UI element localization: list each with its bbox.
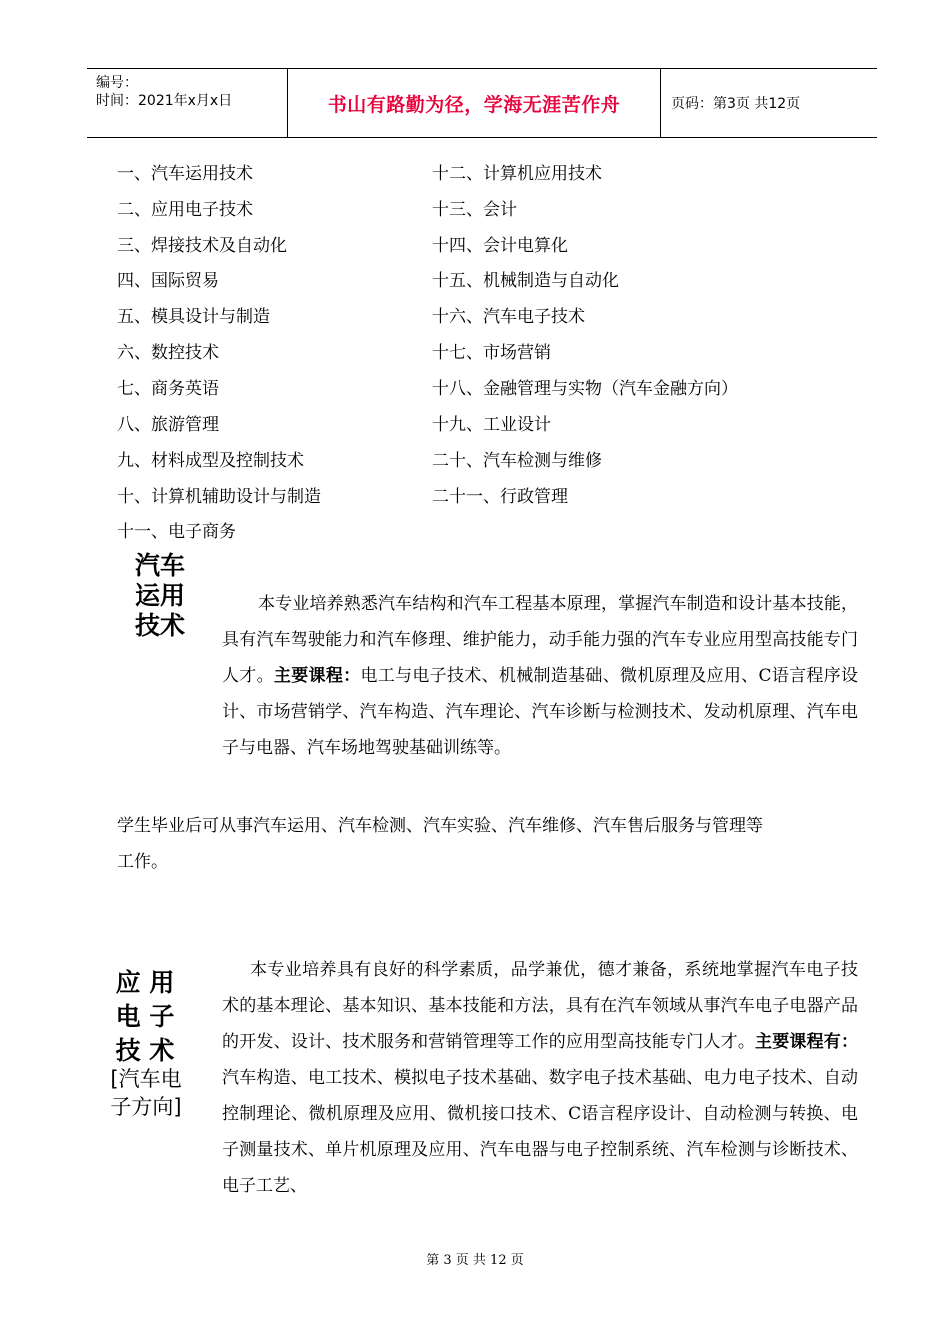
toc-item: 十四、会计电算化 [432,236,568,256]
section-subtitle-line: 子方向] [110,1095,182,1119]
toc-item: 一、汽车运用技术 [117,164,253,184]
intro-text: 本专业培养具有良好的科学素质，品学兼优，德才兼备，系统地掌握汽车电子技术的基本理论、基本知识、基本技能和方法，具有在汽车领域从事汽车电子电器产品的开发、设计、技术服务和营销管理等工作的应用型高技能专门人才。 [222,960,858,1052]
courses-label: 主要课程： [273,666,361,686]
toc-item: 十、计算机辅助设计与制造 [117,487,321,507]
toc-item: 八、旅游管理 [117,415,219,435]
section-title-line: 电 子 [115,1002,175,1031]
section-title-line: 运用 [134,581,185,610]
section-title-line: 技 术 [115,1036,175,1065]
toc-item: 二十、汽车检测与维修 [432,451,602,471]
toc-item: 六、数控技术 [117,343,219,363]
time-label: 时间：2021年x月x日 [96,93,233,109]
header-motto [288,69,661,137]
intro-text: 本专业培养熟悉汽车结构和汽车工程基本原理，掌握汽车制造和设计基本技能，具有汽车驾驶能力和汽车修理、维护能力，动手能力强的汽车专业应用型高技能专门人才。 [222,594,858,686]
section-subtitle-line: [汽车电 [110,1067,182,1091]
section-body [222,952,858,1204]
number-label: 编号： [96,75,138,91]
toc-item: 五、模具设计与制造 [117,307,270,327]
section-body [222,586,858,766]
toc-item: 十九、工业设计 [432,415,551,435]
header-meta [87,69,288,137]
toc-item: 九、材料成型及控制技术 [117,451,304,471]
section-title [120,551,200,641]
toc-item: 七、商务英语 [117,379,219,399]
section-subtitle [98,1065,194,1121]
employment-line: 学生毕业后可从事汽车运用、汽车检测、汽车实验、汽车维修、汽车售后服务与管理等 [117,816,763,836]
employment-line: 工作。 [117,852,168,872]
courses-text: 电工与电子技术、机械制造基础、微机原理及应用、C语言程序设计、市场营销学、汽车构造、汽车理论、汽车诊断与检测技术、发动机原理、汽车电子与电器、汽车场地驾驶基础训练等。 [222,666,859,758]
page-label: 页码：第3页 共12页 [671,96,801,112]
toc-item: 二、应用电子技术 [117,200,253,220]
header-page-info [661,69,877,137]
toc-item: 十六、汽车电子技术 [432,307,585,327]
section-title-line: 技术 [134,611,185,640]
toc-item: 四、国际贸易 [117,271,219,291]
toc-item: 十一、电子商务 [117,522,236,542]
section-title [100,966,190,1068]
section-title-line: 应 用 [115,968,175,997]
toc-item: 十三、会计 [432,200,517,220]
toc-item: 二十一、行政管理 [432,487,568,507]
page-footer: 第 3 页 共 12 页 [426,1253,524,1268]
motto-text: 书山有路勤为径，学海无涯苦作舟 [327,93,621,116]
toc-item: 十八、金融管理与实物（汽车金融方向） [432,379,738,399]
toc-item: 十二、计算机应用技术 [432,164,602,184]
toc-item: 三、焊接技术及自动化 [117,236,287,256]
section-title-line: 汽车 [134,551,185,580]
page-header [87,68,877,138]
courses-text: 汽车构造、电工技术、模拟电子技术基础、数字电子技术基础、电力电子技术、自动控制理论、微机原理及应用、微机接口技术、C语言程序设计、自动检测与转换、电子测量技术、单片机原理及应用、汽车电器与电子控制系统、汽车检测与诊断技术、电子工艺、 [222,1068,858,1196]
toc-item: 十五、机械制造与自动化 [432,271,619,291]
toc-item: 十七、市场营销 [432,343,551,363]
courses-label: 主要课程有： [755,1032,859,1052]
